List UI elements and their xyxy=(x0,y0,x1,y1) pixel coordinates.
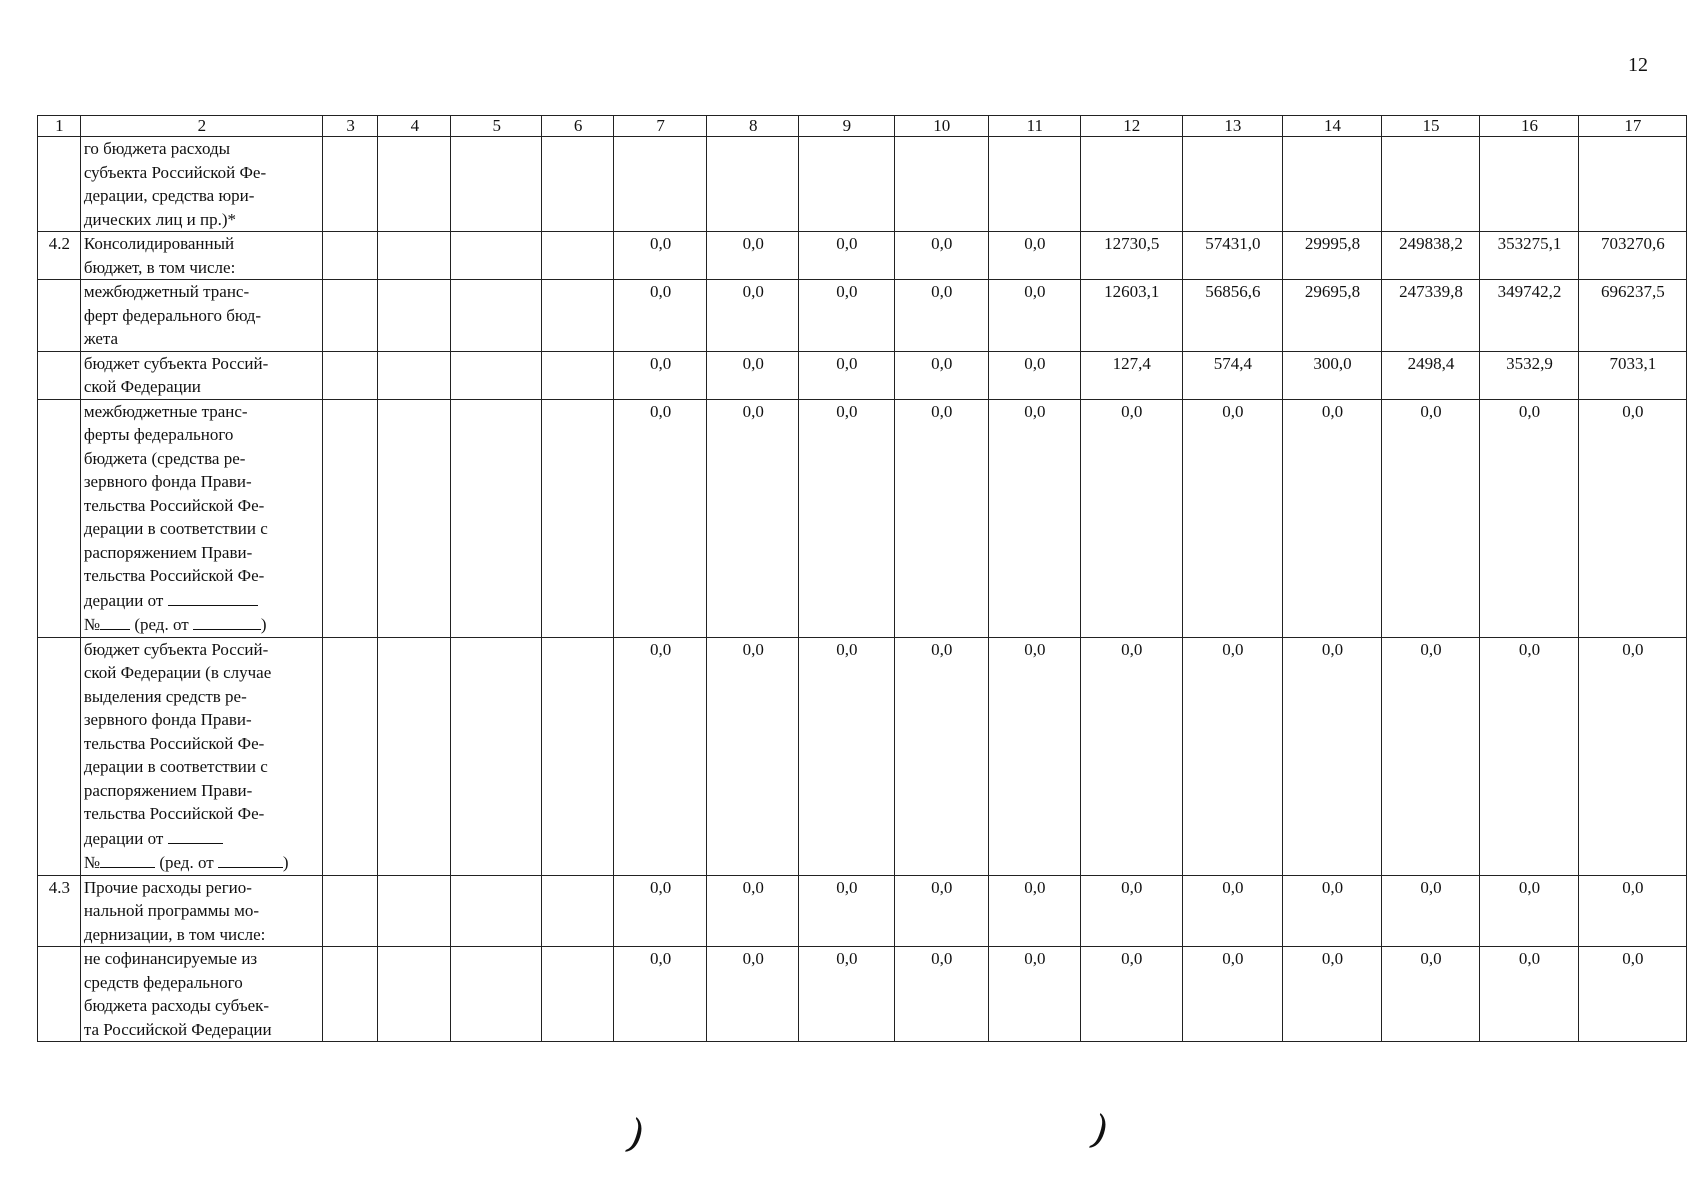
header-cell: 8 xyxy=(707,116,799,137)
value-cell: 0,0 xyxy=(894,232,988,280)
table-row xyxy=(38,137,1687,232)
table-cell xyxy=(322,875,378,947)
description-text: дерации от xyxy=(83,590,164,610)
table-row xyxy=(38,637,1687,875)
description-line: жета xyxy=(83,329,119,348)
value-cell: 0,0 xyxy=(1578,947,1686,1042)
table-cell xyxy=(1182,137,1283,232)
value-cell: 7033,1 xyxy=(1578,351,1686,399)
description-line: тельства Российской Фе- xyxy=(83,566,265,585)
value-cell: 574,4 xyxy=(1182,351,1283,399)
row-number-cell: 4.3 xyxy=(38,875,81,947)
number-blank xyxy=(100,612,130,630)
description-line: средств федерального xyxy=(83,972,243,992)
value-cell: 0,0 xyxy=(614,947,707,1042)
table-cell xyxy=(378,137,451,232)
description-line: тельства Российской Фе- xyxy=(83,495,265,515)
value-cell: 0,0 xyxy=(1578,637,1686,875)
table-cell xyxy=(451,637,542,875)
table-cell xyxy=(542,351,614,399)
table-cell xyxy=(1480,137,1579,232)
description-line: нальной программы мо- xyxy=(83,901,260,920)
description-cell xyxy=(80,137,322,232)
revision-blank xyxy=(218,850,283,868)
value-cell: 0,0 xyxy=(614,232,707,280)
value-cell: 0,0 xyxy=(1182,875,1283,947)
table-row xyxy=(38,399,1687,637)
value-cell: 0,0 xyxy=(1480,947,1579,1042)
table-cell xyxy=(451,399,542,637)
table-cell xyxy=(1381,137,1480,232)
table-cell xyxy=(322,947,378,1042)
table-cell xyxy=(378,637,451,875)
header-cell: 2 xyxy=(80,116,322,137)
table-cell xyxy=(542,637,614,875)
description-line: дерации, средства юри- xyxy=(83,186,255,205)
value-cell: 0,0 xyxy=(1578,399,1686,637)
value-cell: 2498,4 xyxy=(1381,351,1480,399)
description-line: тельства Российской Фе- xyxy=(83,804,265,823)
table-cell xyxy=(451,351,542,399)
closing-paren: ) xyxy=(260,615,267,634)
value-cell: 249838,2 xyxy=(1381,232,1480,280)
value-cell: 0,0 xyxy=(614,875,707,947)
row-number-cell xyxy=(38,280,81,352)
value-cell: 0,0 xyxy=(1381,637,1480,875)
description-line: ской Федерации (в случае xyxy=(83,663,272,682)
description-line: зервного фонда Прави- xyxy=(83,472,252,491)
description-line: распоряжением Прави- xyxy=(83,542,253,562)
table-cell xyxy=(378,351,451,399)
table-row xyxy=(38,280,1687,352)
description-line: ферты федерального xyxy=(83,425,234,444)
table-cell xyxy=(799,137,894,232)
value-cell: 0,0 xyxy=(1080,875,1182,947)
value-cell: 300,0 xyxy=(1283,351,1382,399)
value-cell: 0,0 xyxy=(1182,399,1283,637)
page-number: 12 xyxy=(1628,54,1648,76)
row-number-cell xyxy=(38,137,81,232)
value-cell: 0,0 xyxy=(1381,875,1480,947)
table-cell xyxy=(542,232,614,280)
header-cell: 12 xyxy=(1080,116,1182,137)
header-cell: 6 xyxy=(542,116,614,137)
value-cell: 0,0 xyxy=(1480,399,1579,637)
table-row xyxy=(38,875,1687,947)
value-cell: 0,0 xyxy=(1182,637,1283,875)
value-cell: 0,0 xyxy=(1480,637,1579,875)
header-cell: 10 xyxy=(894,116,988,137)
value-cell: 0,0 xyxy=(707,875,799,947)
description-line: дерации в соответствии с xyxy=(83,757,268,776)
value-cell: 0,0 xyxy=(988,875,1080,947)
value-cell: 703270,6 xyxy=(1578,232,1686,280)
row-number-cell xyxy=(38,947,81,1042)
value-cell: 0,0 xyxy=(988,947,1080,1042)
value-cell: 247339,8 xyxy=(1381,280,1480,352)
value-cell: 0,0 xyxy=(1578,875,1686,947)
value-cell: 0,0 xyxy=(1381,947,1480,1042)
value-cell: 29995,8 xyxy=(1283,232,1382,280)
description-line: бюджет субъекта Россий- xyxy=(83,639,269,659)
value-cell: 0,0 xyxy=(1480,875,1579,947)
table-row xyxy=(38,947,1687,1042)
header-cell: 7 xyxy=(614,116,707,137)
table-cell xyxy=(451,875,542,947)
description-cell xyxy=(80,637,322,875)
revision-label: (ред. от xyxy=(134,615,189,634)
description-line: межбюджетный транс- xyxy=(83,282,250,301)
value-cell: 0,0 xyxy=(799,280,894,352)
budget-table xyxy=(37,115,1687,1042)
description-cell xyxy=(80,232,322,280)
value-cell: 0,0 xyxy=(614,351,707,399)
description-cell xyxy=(80,351,322,399)
value-cell: 0,0 xyxy=(614,399,707,637)
table-cell xyxy=(378,232,451,280)
table-row xyxy=(38,351,1687,399)
description-line xyxy=(84,612,320,637)
description-line: тельства Российской Фе- xyxy=(83,733,265,753)
value-cell: 0,0 xyxy=(614,637,707,875)
description-line: Консолидированный xyxy=(83,234,235,253)
value-cell: 0,0 xyxy=(988,351,1080,399)
header-cell: 5 xyxy=(451,116,542,137)
value-cell: 0,0 xyxy=(799,637,894,875)
value-cell: 0,0 xyxy=(707,280,799,352)
punch-hole-mark: ) xyxy=(621,1110,651,1160)
revision-label: (ред. от xyxy=(159,853,214,872)
description-line: бюджет, в том числе: xyxy=(83,257,236,277)
description-line: дернизации, в том числе: xyxy=(83,924,266,944)
value-cell: 0,0 xyxy=(1283,399,1382,637)
header-cell: 17 xyxy=(1578,116,1686,137)
table-cell xyxy=(1283,137,1382,232)
table-cell xyxy=(378,399,451,637)
number-blank xyxy=(100,850,155,868)
value-cell: 12730,5 xyxy=(1080,232,1182,280)
date-blank xyxy=(168,826,223,844)
value-cell: 0,0 xyxy=(894,399,988,637)
row-number-cell xyxy=(38,637,81,875)
table-cell xyxy=(1080,137,1182,232)
header-cell: 15 xyxy=(1381,116,1480,137)
value-cell: 0,0 xyxy=(799,875,894,947)
value-cell: 0,0 xyxy=(988,399,1080,637)
table-cell xyxy=(707,137,799,232)
description-line: ферт федерального бюд- xyxy=(83,305,261,325)
table-cell xyxy=(894,137,988,232)
description-line: межбюджетные транс- xyxy=(83,401,248,421)
header-cell: 4 xyxy=(378,116,451,137)
value-cell: 57431,0 xyxy=(1182,232,1283,280)
value-cell: 0,0 xyxy=(1080,399,1182,637)
description-line: дерации в соответствии с xyxy=(83,519,268,538)
table-cell xyxy=(322,137,378,232)
description-cell xyxy=(80,399,322,637)
value-cell: 696237,5 xyxy=(1578,280,1686,352)
value-cell: 3532,9 xyxy=(1480,351,1579,399)
table-cell xyxy=(542,947,614,1042)
table-cell xyxy=(322,232,378,280)
description-cell xyxy=(80,947,322,1042)
description-line xyxy=(84,850,320,875)
header-cell: 13 xyxy=(1182,116,1283,137)
table-cell xyxy=(451,947,542,1042)
value-cell: 0,0 xyxy=(1283,637,1382,875)
table-cell xyxy=(378,875,451,947)
table-cell xyxy=(378,280,451,352)
table-cell xyxy=(614,137,707,232)
revision-blank xyxy=(193,612,261,630)
table-cell xyxy=(988,137,1080,232)
value-cell: 0,0 xyxy=(1182,947,1283,1042)
description-line: ской Федерации xyxy=(83,377,201,396)
value-cell: 29695,8 xyxy=(1283,280,1382,352)
value-cell: 0,0 xyxy=(894,280,988,352)
closing-paren: ) xyxy=(282,853,289,872)
value-cell: 0,0 xyxy=(799,232,894,280)
value-cell: 0,0 xyxy=(1381,399,1480,637)
value-cell: 0,0 xyxy=(894,947,988,1042)
value-cell: 0,0 xyxy=(799,947,894,1042)
value-cell: 0,0 xyxy=(799,351,894,399)
header-cell: 16 xyxy=(1480,116,1579,137)
value-cell: 0,0 xyxy=(614,280,707,352)
table-cell xyxy=(451,137,542,232)
value-cell: 0,0 xyxy=(894,351,988,399)
header-cell: 9 xyxy=(799,116,894,137)
value-cell: 0,0 xyxy=(988,280,1080,352)
header-cell: 11 xyxy=(988,116,1080,137)
value-cell: 0,0 xyxy=(1283,947,1382,1042)
value-cell: 349742,2 xyxy=(1480,280,1579,352)
description-line: бюджета расходы субъек- xyxy=(83,996,270,1015)
value-cell: 0,0 xyxy=(894,637,988,875)
description-line: распоряжением Прави- xyxy=(83,780,253,800)
value-cell: 0,0 xyxy=(988,637,1080,875)
value-cell: 0,0 xyxy=(894,875,988,947)
description-line: зервного фонда Прави- xyxy=(83,710,252,729)
value-cell: 0,0 xyxy=(1283,875,1382,947)
row-number-cell xyxy=(38,351,81,399)
value-cell: 0,0 xyxy=(707,947,799,1042)
table-cell xyxy=(322,351,378,399)
table-cell xyxy=(322,280,378,352)
value-cell: 0,0 xyxy=(1080,947,1182,1042)
table-cell xyxy=(542,399,614,637)
description-line: выделения средств ре- xyxy=(83,686,247,706)
row-number-cell: 4.2 xyxy=(38,232,81,280)
value-cell: 0,0 xyxy=(707,232,799,280)
value-cell: 0,0 xyxy=(1080,637,1182,875)
table-cell xyxy=(322,399,378,637)
table-row xyxy=(38,232,1687,280)
punch-hole-mark: ) xyxy=(1085,1106,1115,1156)
description-line: го бюджета расходы xyxy=(83,139,231,158)
number-label: № xyxy=(83,853,101,872)
number-label: № xyxy=(83,615,101,634)
header-cell: 1 xyxy=(38,116,81,137)
value-cell: 0,0 xyxy=(988,232,1080,280)
header-row xyxy=(38,116,1687,137)
value-cell: 0,0 xyxy=(707,351,799,399)
description-line: дических лиц и пр.)* xyxy=(83,209,237,229)
table-cell xyxy=(451,280,542,352)
table-cell xyxy=(542,875,614,947)
table-cell xyxy=(451,232,542,280)
value-cell: 127,4 xyxy=(1080,351,1182,399)
description-line: Прочие расходы регио- xyxy=(83,877,252,897)
description-line: бюджета (средства ре- xyxy=(83,448,246,468)
row-number-cell xyxy=(38,399,81,637)
value-cell: 12603,1 xyxy=(1080,280,1182,352)
description-line: субъекта Российской Фе- xyxy=(83,162,267,182)
description-cell xyxy=(80,280,322,352)
value-cell: 56856,6 xyxy=(1182,280,1283,352)
description-text: дерации от xyxy=(83,828,164,848)
value-cell: 0,0 xyxy=(799,399,894,637)
description-line xyxy=(84,826,320,851)
header-cell: 3 xyxy=(322,116,378,137)
table-cell xyxy=(542,280,614,352)
value-cell: 353275,1 xyxy=(1480,232,1579,280)
table-cell xyxy=(542,137,614,232)
value-cell: 0,0 xyxy=(707,637,799,875)
table-cell xyxy=(1578,137,1686,232)
table-cell xyxy=(322,637,378,875)
table-cell xyxy=(378,947,451,1042)
description-line xyxy=(84,588,320,613)
description-cell xyxy=(80,875,322,947)
value-cell: 0,0 xyxy=(707,399,799,637)
description-line: не софинансируемые из xyxy=(83,949,258,968)
description-line: та Российской Федерации xyxy=(83,1019,272,1039)
header-cell: 14 xyxy=(1283,116,1382,137)
date-blank xyxy=(168,588,258,606)
description-line: бюджет субъекта Россий- xyxy=(83,353,269,373)
